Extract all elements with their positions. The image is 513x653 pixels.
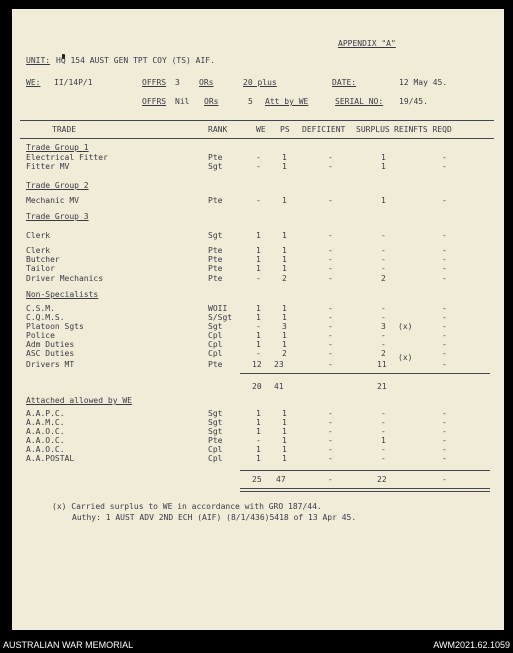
row-deficient: - — [328, 360, 333, 369]
row-note: (x) — [398, 322, 413, 331]
row-ps: 1 — [282, 454, 287, 463]
row-reinfts: - — [442, 340, 447, 349]
row-trade: Platoon Sgts — [26, 322, 84, 331]
row-deficient: - — [328, 153, 333, 162]
row-trade: Clerk — [26, 231, 51, 240]
row-reinfts: - — [442, 246, 447, 255]
row-deficient: - — [328, 246, 333, 255]
row-reinfts: - — [442, 436, 447, 445]
row-trade: Drivers MT — [26, 360, 75, 369]
row-we: 1 — [256, 246, 261, 255]
row-we: - — [256, 274, 261, 283]
footer-accession: AWM2021.62.1059 — [433, 640, 510, 650]
row-trade: Electrical Fitter — [26, 153, 108, 162]
row-ps: 1 — [282, 445, 287, 454]
row-we: 1 — [256, 445, 261, 454]
row-trade: A.A.O.C. — [26, 427, 65, 436]
row-trade: Driver Mechanics — [26, 274, 104, 283]
attached-title: Attached allowed by WE — [26, 396, 132, 405]
row-reinfts: - — [442, 255, 447, 264]
row-rank: Sgt — [208, 427, 223, 436]
footer-institution: AUSTRALIAN WAR MEMORIAL — [3, 640, 134, 650]
row-deficient: - — [328, 349, 333, 358]
row-deficient: - — [328, 445, 333, 454]
row-ps: 1 — [282, 418, 287, 427]
row-trade: A.A.POSTAL — [26, 454, 75, 463]
col-reinfts: REINFTS REQD — [394, 125, 452, 134]
row-surplus: - — [381, 246, 386, 255]
row-reinfts: - — [442, 313, 447, 322]
row-deficient: - — [328, 196, 333, 205]
row-surplus: 1 — [381, 162, 386, 171]
row-we: 1 — [256, 304, 261, 313]
row-trade: Mechanic MV — [26, 196, 79, 205]
row-rank: Pte — [208, 264, 223, 273]
row-surplus: - — [381, 313, 386, 322]
row-trade: A.A.O.C. — [26, 445, 65, 454]
row-ps: 1 — [282, 162, 287, 171]
row-rank: Pte — [208, 436, 223, 445]
row-surplus: - — [381, 331, 386, 340]
row-surplus: - — [381, 340, 386, 349]
row-ps: 23 — [274, 360, 284, 369]
row-ps: 3 — [282, 322, 287, 331]
row-ps: 1 — [282, 196, 287, 205]
offrs2-value: Nil — [175, 97, 190, 106]
row-we: - — [256, 162, 261, 171]
row-surplus: - — [381, 231, 386, 240]
unit-value: HQ 154 AUST GEN TPT COY (TS) AIF. — [56, 56, 215, 65]
row-we: 1 — [256, 418, 261, 427]
row-we: 1 — [256, 454, 261, 463]
subtotal-rule — [240, 373, 490, 374]
group-title: Trade Group 3 — [26, 212, 89, 221]
total-surplus: 22 — [377, 475, 387, 484]
subtotal-ps: 41 — [274, 382, 284, 391]
row-we: 1 — [256, 255, 261, 264]
row-surplus: 3 — [381, 322, 386, 331]
row-deficient: - — [328, 274, 333, 283]
row-we: 1 — [256, 340, 261, 349]
row-surplus: - — [381, 427, 386, 436]
row-surplus: 1 — [381, 196, 386, 205]
row-deficient: - — [328, 255, 333, 264]
header-rule-bottom — [20, 138, 494, 139]
row-rank: Pte — [208, 246, 223, 255]
row-deficient: - — [328, 436, 333, 445]
ors2-value: 5 — [248, 97, 253, 106]
row-rank: Pte — [208, 196, 223, 205]
row-we: - — [256, 322, 261, 331]
we-value: II/14P/1 — [54, 78, 93, 87]
total-deficient: - — [328, 475, 333, 484]
row-trade: Clerk — [26, 246, 51, 255]
row-reinfts: - — [442, 153, 447, 162]
row-we: 12 — [252, 360, 262, 369]
offrs2-label: OFFRS — [142, 97, 167, 106]
row-reinfts: - — [442, 331, 447, 340]
row-note: (x) — [398, 353, 413, 362]
row-we: - — [256, 153, 261, 162]
row-reinfts: - — [442, 349, 447, 358]
note-surplus: (x) Carried surplus to WE in accordance with GRO 187/44. — [52, 502, 322, 511]
row-we: 1 — [256, 231, 261, 240]
subtotal-surplus: 21 — [377, 382, 387, 391]
row-trade: A.A.O.C. — [26, 436, 65, 445]
row-surplus: 11 — [377, 360, 387, 369]
row-trade: Butcher — [26, 255, 60, 264]
row-reinfts: - — [442, 231, 447, 240]
col-rank: RANK — [208, 125, 228, 134]
total-rule-top — [240, 470, 490, 471]
row-reinfts: - — [442, 454, 447, 463]
row-deficient: - — [328, 340, 333, 349]
total-we: 25 — [252, 475, 262, 484]
row-ps: 1 — [282, 436, 287, 445]
row-trade: Police — [26, 331, 55, 340]
total-reinfts: - — [442, 475, 447, 484]
row-deficient: - — [328, 331, 333, 340]
row-ps: 1 — [282, 255, 287, 264]
row-trade: ASC Duties — [26, 349, 75, 358]
row-rank: WOII — [208, 304, 228, 313]
document-page — [12, 9, 504, 630]
row-trade: C.Q.M.S. — [26, 313, 65, 322]
row-deficient: - — [328, 454, 333, 463]
date-value: 12 May 45. — [399, 78, 448, 87]
serial-value: 19/45. — [399, 97, 428, 106]
row-ps: 1 — [282, 246, 287, 255]
row-rank: Pte — [208, 255, 223, 264]
row-deficient: - — [328, 322, 333, 331]
ors-label: ORs — [199, 78, 214, 87]
row-ps: 1 — [282, 304, 287, 313]
total-ps: 47 — [276, 475, 286, 484]
row-deficient: - — [328, 427, 333, 436]
total-rule-bottom-1 — [240, 488, 490, 489]
row-rank: Cpl — [208, 445, 223, 454]
row-we: - — [256, 436, 261, 445]
row-ps: 2 — [282, 349, 287, 358]
row-we: 1 — [256, 331, 261, 340]
row-ps: 1 — [282, 231, 287, 240]
row-deficient: - — [328, 418, 333, 427]
row-reinfts: - — [442, 274, 447, 283]
row-surplus: - — [381, 454, 386, 463]
row-reinfts: - — [442, 264, 447, 273]
unit-label: UNIT: — [26, 56, 51, 65]
group-title: Trade Group 1 — [26, 143, 89, 152]
row-surplus: 2 — [381, 349, 386, 358]
row-surplus: - — [381, 304, 386, 313]
row-trade: Adm Duties — [26, 340, 75, 349]
ors-value: 20 plus — [243, 78, 277, 87]
row-reinfts: - — [442, 418, 447, 427]
row-deficient: - — [328, 162, 333, 171]
col-deficient: DEFICIENT — [302, 125, 346, 134]
we-label: WE: — [26, 78, 41, 87]
offrs-value: 3 — [175, 78, 180, 87]
row-we: 1 — [256, 313, 261, 322]
ors2-label: ORs — [204, 97, 219, 106]
row-we: 1 — [256, 264, 261, 273]
note-authority: Authy: 1 AUST ADV 2ND ECH (AIF) (8/1/436)5418 of 13 Apr 45. — [72, 513, 357, 522]
row-reinfts: - — [442, 360, 447, 369]
row-reinfts: - — [442, 445, 447, 454]
row-rank: Cpl — [208, 454, 223, 463]
row-ps: 1 — [282, 153, 287, 162]
row-reinfts: - — [442, 322, 447, 331]
row-rank: Sgt — [208, 322, 223, 331]
row-ps: 2 — [282, 274, 287, 283]
row-surplus: - — [381, 264, 386, 273]
header-rule-top — [20, 120, 494, 121]
row-we: - — [256, 349, 261, 358]
row-trade: A.A.P.C. — [26, 409, 65, 418]
appendix-title: APPENDIX "A" — [338, 39, 396, 48]
row-deficient: - — [328, 313, 333, 322]
row-rank: Cpl — [208, 331, 223, 340]
row-surplus: - — [381, 409, 386, 418]
row-surplus: - — [381, 445, 386, 454]
row-trade: Tailor — [26, 264, 55, 273]
group-title: Trade Group 2 — [26, 181, 89, 190]
row-rank: Pte — [208, 274, 223, 283]
row-rank: Cpl — [208, 340, 223, 349]
row-reinfts: - — [442, 427, 447, 436]
subtotal-we: 20 — [252, 382, 262, 391]
row-ps: 1 — [282, 409, 287, 418]
row-we: 1 — [256, 427, 261, 436]
row-surplus: - — [381, 255, 386, 264]
date-label: DATE: — [332, 78, 357, 87]
offrs-label: OFFRS — [142, 78, 167, 87]
row-rank: Pte — [208, 360, 223, 369]
row-trade: Fitter MV — [26, 162, 70, 171]
group-title: Non-Specialists — [26, 290, 99, 299]
row-rank: S/Sgt — [208, 313, 233, 322]
row-rank: Sgt — [208, 162, 223, 171]
row-rank: Cpl — [208, 349, 223, 358]
col-surplus: SURPLUS — [356, 125, 390, 134]
row-reinfts: - — [442, 409, 447, 418]
row-surplus: - — [381, 418, 386, 427]
row-surplus: 2 — [381, 274, 386, 283]
row-reinfts: - — [442, 196, 447, 205]
serial-label: SERIAL NO: — [335, 97, 384, 106]
row-trade: A.A.M.C. — [26, 418, 65, 427]
col-we: WE — [256, 125, 266, 134]
row-surplus: 1 — [381, 436, 386, 445]
row-rank: Sgt — [208, 231, 223, 240]
row-ps: 1 — [282, 340, 287, 349]
row-ps: 1 — [282, 264, 287, 273]
row-ps: 1 — [282, 427, 287, 436]
att-by-we: Att by WE — [265, 97, 309, 106]
row-rank: Sgt — [208, 409, 223, 418]
row-reinfts: - — [442, 304, 447, 313]
row-ps: 1 — [282, 313, 287, 322]
row-deficient: - — [328, 409, 333, 418]
row-rank: Sgt — [208, 418, 223, 427]
total-rule-bottom-2 — [240, 491, 490, 492]
row-trade: C.S.M. — [26, 304, 55, 313]
row-we: 1 — [256, 409, 261, 418]
row-deficient: - — [328, 304, 333, 313]
col-trade: TRADE — [52, 125, 77, 134]
col-ps: PS — [280, 125, 290, 134]
row-rank: Pte — [208, 153, 223, 162]
row-deficient: - — [328, 231, 333, 240]
row-deficient: - — [328, 264, 333, 273]
row-reinfts: - — [442, 162, 447, 171]
row-ps: 1 — [282, 331, 287, 340]
row-we: - — [256, 196, 261, 205]
row-surplus: 1 — [381, 153, 386, 162]
